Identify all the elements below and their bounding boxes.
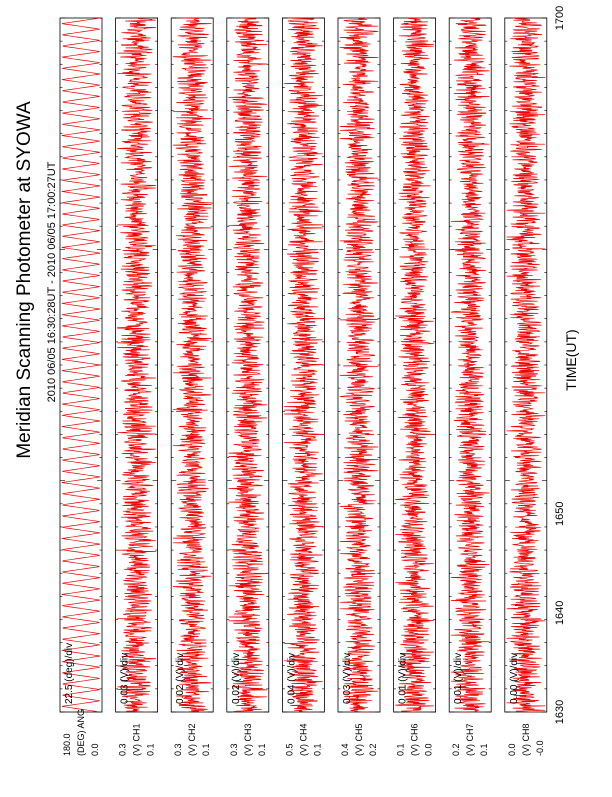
signal-trace-ch1 bbox=[117, 18, 156, 712]
signal-trace-ch2 bbox=[173, 18, 212, 712]
chart-title: Meridian Scanning Photometer at SYOWA bbox=[14, 101, 35, 459]
y-tick-top: 0.3 bbox=[228, 743, 239, 756]
x-tick-label: 1630 bbox=[553, 699, 566, 725]
y-tick-bottom: 0.1 bbox=[479, 743, 490, 756]
channel-panel-ch6 bbox=[394, 18, 436, 756]
channel-name-label: (V) CH1 bbox=[131, 723, 142, 756]
channel-name-label: (V) CH3 bbox=[242, 723, 253, 756]
channel-name-label: (V) CH7 bbox=[465, 723, 476, 756]
y-tick-bottom: 0.0 bbox=[423, 743, 434, 756]
y-tick-bottom: 0.1 bbox=[201, 743, 212, 756]
y-tick-bottom: 0.1 bbox=[256, 743, 267, 756]
channel-scale-label: 22.5 (deg)/div bbox=[64, 642, 75, 704]
x-tick-label: 1640 bbox=[553, 600, 566, 626]
y-tick-top: 0.2 bbox=[451, 743, 462, 756]
channel-panel-ch1 bbox=[116, 18, 158, 756]
channel-panels bbox=[60, 18, 547, 756]
y-tick-top: 0.1 bbox=[395, 743, 406, 756]
channel-name-label: (V) CH6 bbox=[409, 723, 420, 756]
channel-panel-ch2 bbox=[171, 18, 213, 756]
y-tick-top: 0.3 bbox=[117, 743, 128, 756]
channel-scale-label: 0.01 (V)/div bbox=[397, 652, 409, 704]
y-tick-bottom: 0.1 bbox=[312, 743, 323, 756]
channel-scale-label: 0.03 (V)/div bbox=[119, 652, 131, 704]
channel-panel-ang bbox=[60, 18, 102, 756]
channel-panel-ch7 bbox=[449, 18, 491, 756]
channel-name-label: (DEG) ANG bbox=[76, 708, 86, 756]
signal-trace-ch6 bbox=[395, 18, 434, 712]
channel-scale-label: 0.02 (V)/div bbox=[230, 652, 242, 704]
y-tick-top: 0.4 bbox=[340, 743, 350, 756]
channel-panel-ch5 bbox=[338, 18, 380, 756]
channel-name-label: (V) CH8 bbox=[520, 723, 531, 756]
channel-panel-ch3 bbox=[227, 18, 269, 756]
channel-scale-label: 0.00 (V)/div bbox=[508, 652, 520, 704]
y-tick-top: 0.3 bbox=[173, 743, 184, 756]
signal-trace-ch4 bbox=[284, 18, 323, 712]
channel-name-label: (V) CH2 bbox=[187, 723, 198, 756]
channel-panel-ch4 bbox=[282, 18, 324, 756]
signal-trace-ch5 bbox=[340, 18, 379, 712]
y-tick-bottom: -0.0 bbox=[534, 740, 545, 756]
x-tick-label: 1700 bbox=[553, 5, 566, 31]
signal-trace-ch3 bbox=[229, 18, 268, 712]
x-axis-label: TIME(UT) bbox=[563, 329, 579, 391]
signal-trace-ang bbox=[62, 18, 101, 712]
channel-name-label: (V) CH5 bbox=[354, 723, 364, 756]
panel-frame bbox=[60, 18, 102, 712]
channel-panel-ch8 bbox=[505, 18, 547, 756]
signal-trace-ch7 bbox=[451, 18, 490, 712]
y-tick-bottom: 0.0 bbox=[90, 743, 100, 756]
channel-scale-label: 0.03 (V)/div bbox=[342, 652, 353, 704]
y-tick-bottom: 0.1 bbox=[145, 743, 156, 756]
y-tick-bottom: 0.2 bbox=[368, 743, 378, 756]
time-range-label: 2010 06/05 16:30:28UT - 2010 06/05 17:00:27UT bbox=[46, 161, 58, 403]
x-tick-label: 1650 bbox=[553, 501, 566, 526]
signal-trace-ch8 bbox=[507, 18, 546, 712]
channel-name-label: (V) CH4 bbox=[298, 723, 309, 756]
y-tick-top: 0.0 bbox=[506, 743, 517, 756]
channel-scale-label: 0.01 (V)/div bbox=[453, 652, 465, 704]
y-tick-top: 180.0 bbox=[62, 733, 72, 756]
y-tick-top: 0.5 bbox=[284, 743, 295, 756]
channel-scale-label: 0.04 (V)/div bbox=[286, 652, 298, 704]
channel-scale-label: 0.02 (V)/div bbox=[175, 652, 187, 704]
